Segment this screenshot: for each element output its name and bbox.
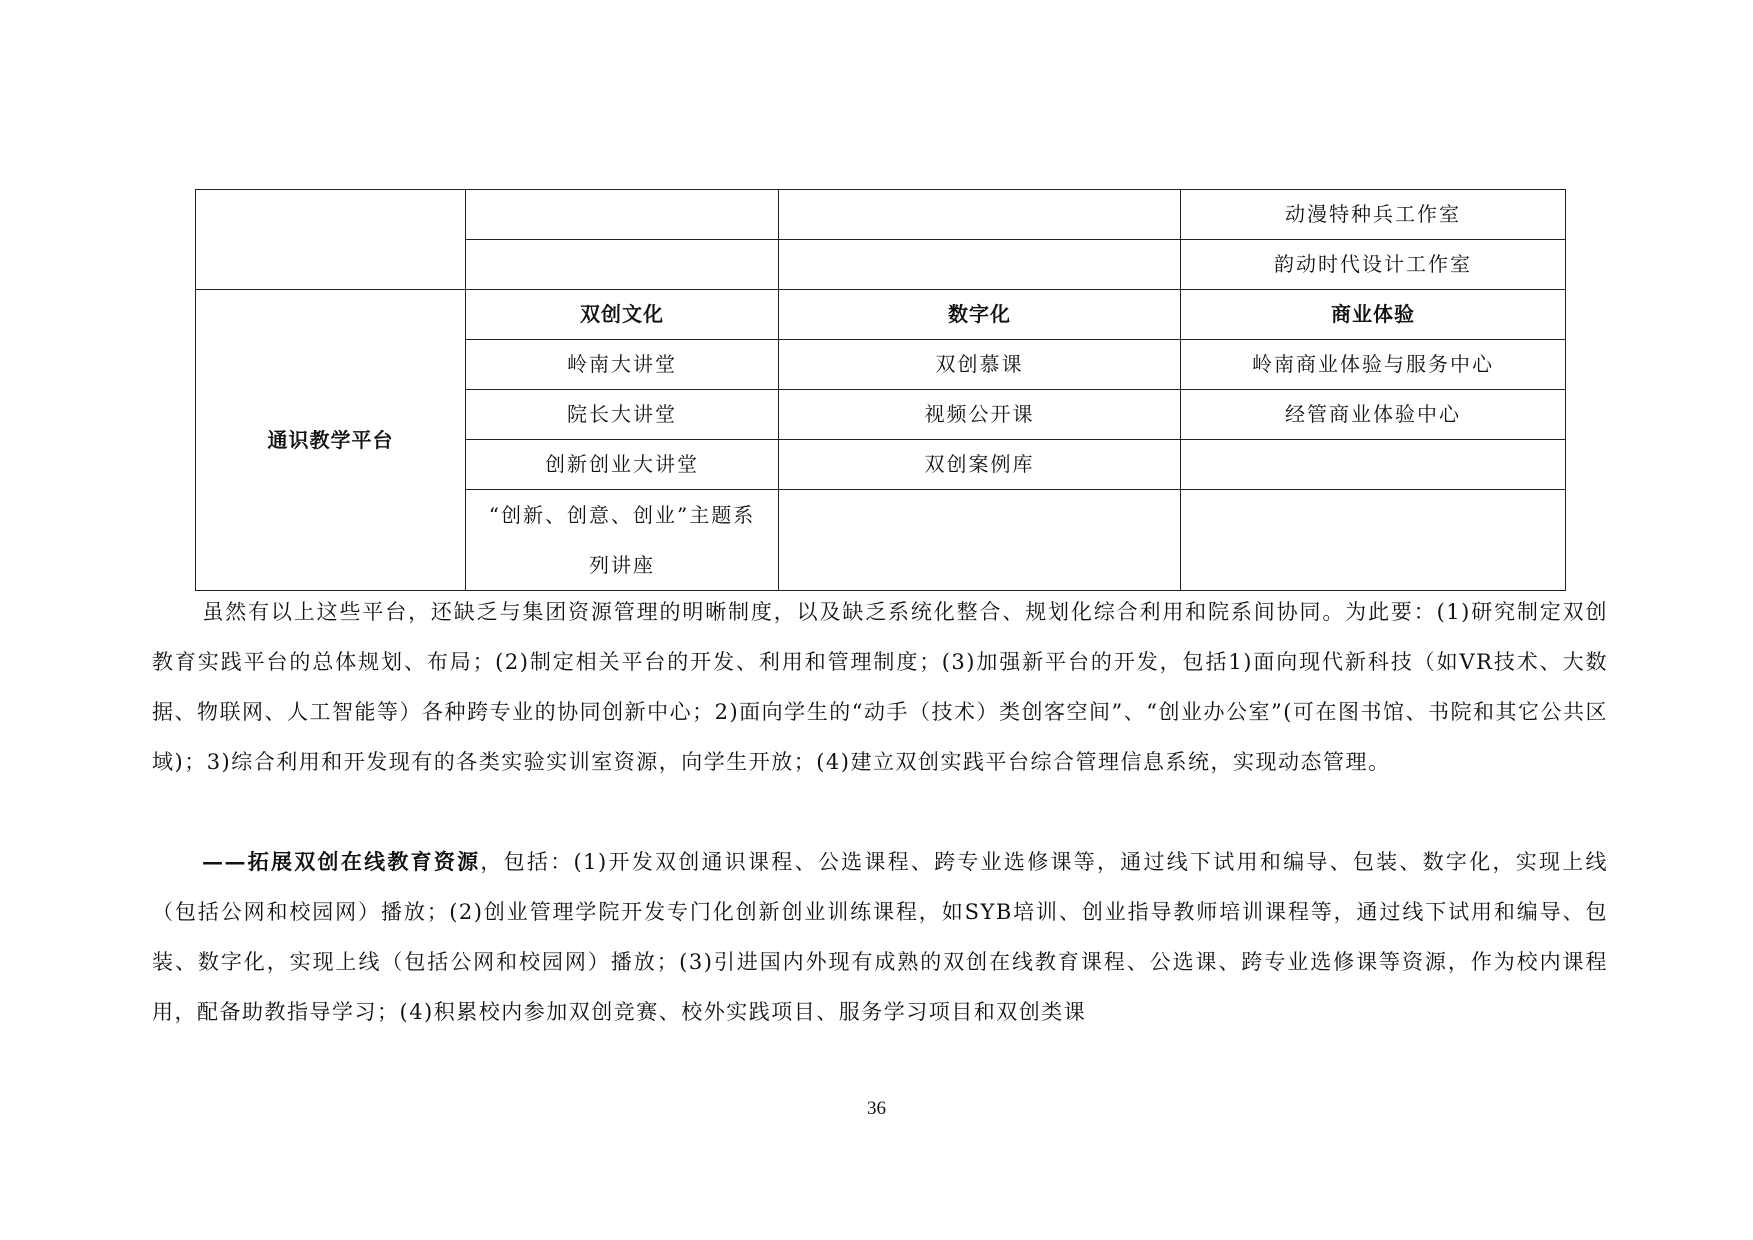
table-cell [1181, 490, 1566, 591]
column-header: 商业体验 [1181, 290, 1566, 340]
table-cell [1181, 440, 1566, 490]
table-cell: 动漫特种兵工作室 [1181, 190, 1566, 240]
table-cell: 韵动时代设计工作室 [1181, 240, 1566, 290]
table-cell: 双创案例库 [779, 440, 1181, 490]
table-cell: 岭南商业体验与服务中心 [1181, 340, 1566, 390]
table-cell: 经管商业体验中心 [1181, 390, 1566, 440]
paragraph-text: 虽然有以上这些平台，还缺乏与集团资源管理的明晰制度，以及缺乏系统化整合、规划化综合利用和院系间协同。为此要：(1)研究制定双创教育实践平台的总体规划、布局；(2)制定相关平台的开发、利用和管理制度；(3)加强新平台的开发，包括1)面向现代新科技（如VR技术、大数据、物联网、人工智能等）各种跨专业的协同创新中心；2)面向学生的“动手（技术）类创客空间”、“创业办公室”(可在图书馆、书院和其它公共区域)；3)综合利用和开发现有的各类实验实训室资源，向学生开放；(4)建立双创实践平台综合管理信息系统，实现动态管理。 [152, 600, 1608, 774]
table-cell [779, 190, 1181, 240]
table-row [196, 190, 1566, 240]
table-cell-lecture-series [466, 490, 779, 591]
body-paragraph-1 [152, 587, 1608, 787]
table-cell: 双创慕课 [779, 340, 1181, 390]
table-cell [779, 240, 1181, 290]
table-cell: 视频公开课 [779, 390, 1181, 440]
cell-line: 列讲座 [589, 553, 655, 577]
paragraph-text: ，包括：(1)开发双创通识课程、公选课程、跨专业选修课等，通过线下试用和编导、包装、数字化，实现上线（包括公网和校园网）播放；(2)创业管理学院开发专门化创新创业训练课程，如SYB培训、创业指导教师培训课程等，通过线下试用和编导、包装、数字化，实现上线（包括公网和校园网）播放；(3)引进国内外现有成熟的双创在线教育课程、公选课、跨专业选修课等资源，作为校内课程用，配备助教指导学习；(4)积累校内参加双创竞赛、校外实践项目、服务学习项目和双创类课 [152, 850, 1609, 1024]
table-cell [466, 240, 779, 290]
page-number: 36 [867, 1098, 886, 1119]
table-cell: 院长大讲堂 [466, 390, 779, 440]
table-cell [466, 190, 779, 240]
body-paragraph-2 [152, 837, 1608, 1037]
paragraph-lead: ——拓展双创在线教育资源 [202, 849, 481, 874]
platform-table [195, 189, 1566, 591]
platform-label: 通识教学平台 [196, 290, 466, 591]
table-cell: 岭南大讲堂 [466, 340, 779, 390]
column-header: 数字化 [779, 290, 1181, 340]
table-cell-empty [196, 190, 466, 290]
table-header-row [196, 290, 1566, 340]
cell-line: “创新、创意、创业”主题系 [488, 503, 756, 527]
table-cell: 创新创业大讲堂 [466, 440, 779, 490]
column-header: 双创文化 [466, 290, 779, 340]
table-cell [779, 490, 1181, 591]
